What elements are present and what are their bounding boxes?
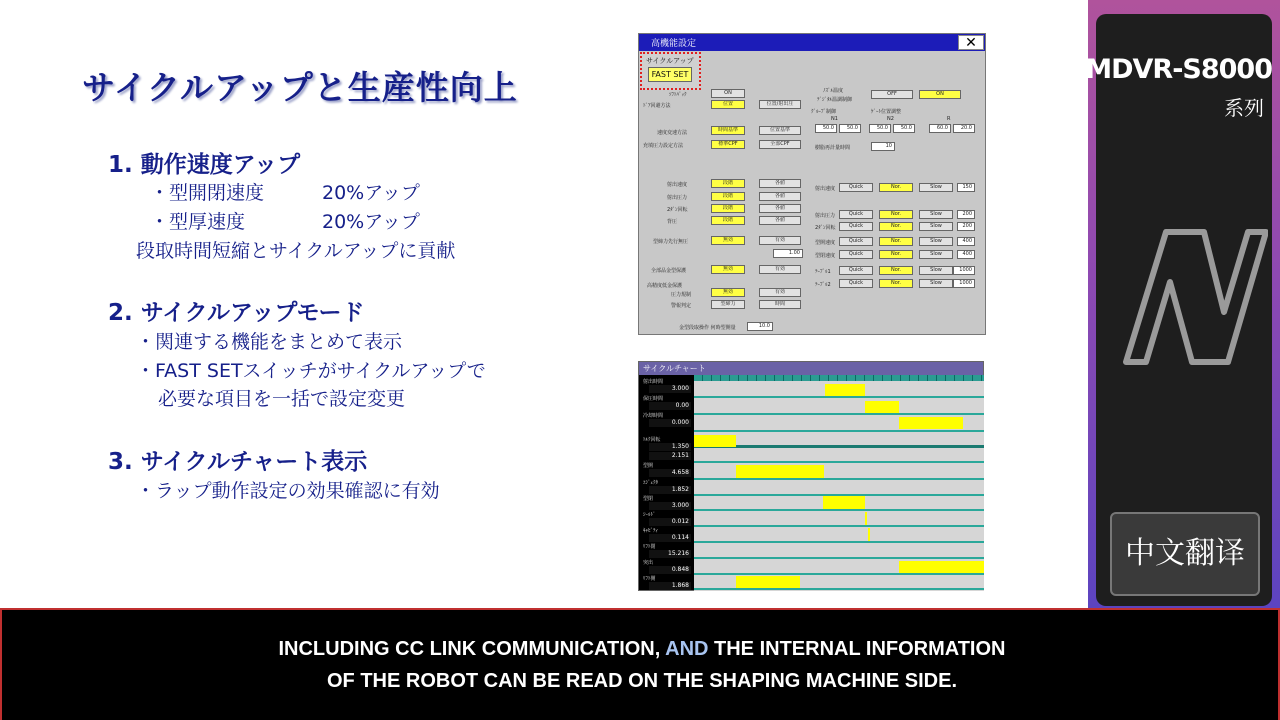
- chart-row-value: 0.848: [649, 566, 691, 574]
- dialog-right-label: ﾉｽﾞﾙ温度: [823, 88, 844, 94]
- dialog-right-label: 型開速度: [815, 240, 836, 246]
- dialog-left-label: ｿﾌﾄﾊﾟｯｸ: [669, 92, 687, 98]
- speed-normal[interactable]: Nor.: [879, 266, 913, 275]
- section-1-heading: 1. 動作速度アップ: [108, 152, 301, 178]
- speed-method-time[interactable]: 時間基準: [711, 126, 745, 135]
- speed-normal[interactable]: Nor.: [879, 279, 913, 288]
- door-method-position-pressure[interactable]: 位置/射出圧: [759, 100, 801, 109]
- fast-set-group-label: サイクルアップ: [646, 57, 694, 65]
- section-3-heading: 3. サイクルチャート表示: [108, 449, 368, 475]
- section-2-item-3: 必要な項目を一括で設定変更: [158, 388, 406, 410]
- chart-row-line: [694, 509, 984, 511]
- speed-normal[interactable]: Nor.: [879, 210, 913, 219]
- chart-bar-lift-open: [736, 576, 800, 588]
- dialog-right-label: 型閉速度: [815, 253, 836, 259]
- chart-row-value: 15.216: [649, 550, 691, 558]
- cycle-chart-grid: [694, 375, 984, 591]
- chart-row-line: [694, 478, 984, 480]
- speed-value[interactable]: 1000: [953, 279, 975, 288]
- slide-title: サイクルアップと生産性向上: [82, 68, 518, 107]
- chart-bar-mold-open: [736, 465, 824, 478]
- chart-row-line: [694, 557, 984, 559]
- group-n1-header: N1: [831, 116, 838, 122]
- section-2-heading: 2. サイクルアップモード: [108, 300, 365, 326]
- cycle-chart-title: サイクルチャート: [643, 364, 706, 373]
- speed-quick[interactable]: Quick: [839, 210, 873, 219]
- fill-pressure-standard[interactable]: 標準CPF: [711, 140, 745, 149]
- section-1-note: 段取時間短縮とサイクルアップに貢献: [136, 240, 456, 262]
- fast-set-button[interactable]: FAST SET: [648, 67, 692, 82]
- group-value-input[interactable]: 20.0: [953, 124, 975, 133]
- chart-bar-hold: [865, 401, 899, 413]
- dialog-right-label: ｸﾞﾙｰﾌﾟ制御: [811, 109, 837, 115]
- subtitle-line-1: [2, 638, 1280, 661]
- dialog-left-label: 警報判定: [671, 303, 692, 309]
- chart-row-label: 突出: [643, 560, 654, 566]
- precede-time-input[interactable]: 1.00: [773, 249, 803, 258]
- cycle-chart-panel: [638, 361, 984, 591]
- speed-slow[interactable]: Slow: [919, 266, 953, 275]
- dialog-left-label: 射出速度: [667, 182, 688, 188]
- dialog-left-label: 型締力先行無圧: [653, 239, 689, 245]
- dialog-right-label: 射出圧力: [815, 213, 836, 219]
- chart-row-value: 0.00: [649, 402, 691, 410]
- dialog-right-label: ﾃｰﾌﾟﾙ1: [815, 269, 831, 275]
- chart-row-line: [694, 445, 984, 448]
- speed-normal[interactable]: Nor.: [879, 183, 913, 192]
- section-1-item-2-value: 20%アップ: [322, 211, 420, 233]
- speed-quick[interactable]: Quick: [839, 266, 873, 275]
- clamp-precede-enabled[interactable]: 有効: [759, 236, 801, 245]
- dialog-left-label: 背圧: [667, 219, 678, 225]
- section-1-item-1-value: 20%アップ: [322, 182, 420, 204]
- chart-row-line: [694, 396, 984, 398]
- nozzle-temp-on[interactable]: ON: [919, 90, 961, 99]
- chart-row-value: 1.868: [649, 582, 691, 590]
- back-pressure-each[interactable]: 各値: [759, 216, 801, 225]
- chart-row-label: 型閉: [643, 496, 654, 502]
- group-value-input[interactable]: 50.0: [839, 124, 861, 133]
- chart-row-label: 保圧時間: [643, 396, 664, 402]
- speed-quick[interactable]: Quick: [839, 237, 873, 246]
- chart-row-label: ｴｼﾞｪｸﾀ: [643, 480, 659, 486]
- speed-value[interactable]: 1000: [953, 266, 975, 275]
- dialog-left-label: 充填圧力設定方法: [643, 143, 684, 149]
- fast-set-group: [640, 52, 701, 90]
- dialog-right-label: ﾃﾞｼﾞﾀﾙ温調制御: [817, 97, 853, 103]
- speed-slow[interactable]: Slow: [919, 210, 953, 219]
- subtitle-highlight-word: AND: [665, 638, 709, 660]
- chart-row-label: ｼｰﾙﾄﾞ: [643, 512, 656, 518]
- dialog-left-label: 高精度低金保護: [647, 283, 683, 289]
- dialog-titlebar: [639, 34, 985, 51]
- chart-row-value: 1.350: [649, 443, 691, 451]
- speed-slow[interactable]: Slow: [919, 250, 953, 259]
- chart-row-value: 3.000: [649, 502, 691, 510]
- chart-bar-cool: [899, 417, 963, 429]
- dialog-left-label: 速度変速方法: [657, 130, 688, 136]
- speed-slow[interactable]: Slow: [919, 237, 953, 246]
- speed-quick[interactable]: Quick: [839, 279, 873, 288]
- speed-value[interactable]: 200: [957, 210, 975, 219]
- chart-row-value: 1.852: [649, 486, 691, 494]
- mold-protect-disabled[interactable]: 無効: [711, 265, 745, 274]
- speed-quick[interactable]: Quick: [839, 250, 873, 259]
- chart-row-label: 冷却時間: [643, 413, 664, 419]
- chart-row-value: 0.114: [649, 534, 691, 542]
- advanced-settings-dialog: [638, 33, 986, 335]
- chart-row-value: 3.000: [649, 385, 691, 393]
- inject-speed-step[interactable]: 段階: [711, 179, 745, 188]
- pressure-limit-enabled[interactable]: 有効: [759, 288, 801, 297]
- inject-pressure-step[interactable]: 段階: [711, 192, 745, 201]
- remeter-time-input[interactable]: 10: [871, 142, 895, 151]
- inject-speed-each[interactable]: 各値: [759, 179, 801, 188]
- speed-value[interactable]: 200: [957, 222, 975, 231]
- back-pressure-step[interactable]: 段階: [711, 216, 745, 225]
- model-name: MDVR-S8000: [1085, 54, 1272, 85]
- chart-row-value: 0.012: [649, 518, 691, 526]
- subtitle-line-1-end: THE INTERNAL INFORMATION: [708, 638, 1006, 660]
- chart-row-line: [694, 573, 984, 575]
- chart-bar-inject: [825, 384, 865, 396]
- chart-row-line: [694, 461, 984, 463]
- speed-normal[interactable]: Nor.: [879, 222, 913, 231]
- chart-row-line: [694, 541, 984, 543]
- cycle-chart-time-scale: [694, 375, 984, 381]
- group-value-input[interactable]: 50.0: [815, 124, 837, 133]
- speed-method-position[interactable]: 位置基準: [759, 126, 801, 135]
- section-2-item-2: ・FAST SETスイッチがサイクルアップで: [136, 360, 486, 382]
- speed-normal[interactable]: Nor.: [879, 237, 913, 246]
- section-1-item-2-label: ・型厚速度: [150, 211, 246, 233]
- rotation-each[interactable]: 各値: [759, 204, 801, 213]
- dialog-right-label: ﾃｰﾌﾟﾙ2: [815, 282, 831, 288]
- inject-pressure-each[interactable]: 各値: [759, 192, 801, 201]
- dialog-title: 高機能設定: [651, 39, 697, 49]
- chart-row-value: 0.000: [649, 419, 691, 427]
- dialog-left-label: 射出圧力: [667, 195, 688, 201]
- fill-pressure-all[interactable]: 全部CPF: [759, 140, 801, 149]
- chart-row-label: ﾘﾌﾄ開: [643, 576, 656, 582]
- dialog-left-label: 金型段取操作 何時型開量: [679, 325, 736, 331]
- speed-slow[interactable]: Slow: [919, 279, 953, 288]
- section-3-item-1: ・ラップ動作設定の効果確認に有効: [136, 480, 440, 502]
- pressure-limit-disabled[interactable]: 無効: [711, 288, 745, 297]
- chart-bar-rotate: [694, 435, 736, 447]
- speed-value[interactable]: 400: [957, 250, 975, 259]
- group-value-input[interactable]: 50.0: [893, 124, 915, 133]
- dialog-right-label: 2ﾀﾞﾝ回転: [815, 225, 836, 231]
- dialog-right-label: 射出速度: [815, 186, 836, 192]
- close-icon[interactable]: ✕: [958, 35, 984, 50]
- dialog-left-label: 圧力規制: [671, 292, 692, 298]
- mold-open-amount-input[interactable]: 10.0: [747, 322, 773, 331]
- speed-quick[interactable]: Quick: [839, 183, 873, 192]
- chart-bar-mold-close: [823, 496, 865, 509]
- clamp-precede-disabled[interactable]: 無効: [711, 236, 745, 245]
- translate-chinese-button[interactable]: 中文翻译: [1110, 512, 1260, 596]
- nozzle-temp-off[interactable]: OFF: [871, 90, 913, 99]
- dialog-left-label: ﾄﾞｱ回避方法: [643, 103, 671, 109]
- chart-row-value: 4.658: [649, 469, 691, 477]
- chart-row-value: 2.151: [649, 452, 691, 460]
- chart-row-label: 型開: [643, 463, 654, 469]
- cycle-chart-titlebar: [639, 362, 983, 375]
- speed-quick[interactable]: Quick: [839, 222, 873, 231]
- chart-bar-shield: [865, 512, 867, 525]
- speed-value[interactable]: 150: [957, 183, 975, 192]
- group-value-input[interactable]: 50.0: [869, 124, 891, 133]
- subtitle-line-2: OF THE ROBOT CAN BE READ ON THE SHAPING MACHINE SIDE.: [326, 670, 958, 692]
- chart-row-label: ﾄﾙｸ回転: [643, 437, 661, 443]
- chart-row-line: [694, 430, 984, 432]
- chart-row-label: ﾘﾌﾄ閉: [643, 544, 656, 550]
- group-value-input[interactable]: 60.0: [929, 124, 951, 133]
- speed-slow[interactable]: Slow: [919, 222, 953, 231]
- speed-slow[interactable]: Slow: [919, 183, 953, 192]
- speed-normal[interactable]: Nor.: [879, 250, 913, 259]
- door-method-position[interactable]: 位置: [711, 100, 745, 109]
- chart-row-line: [694, 525, 984, 527]
- alarm-time[interactable]: 時間: [759, 300, 801, 309]
- section-1-item-1-label: ・型開閉速度: [150, 182, 265, 204]
- dialog-left-label: 全部品金型保護: [651, 268, 687, 274]
- dialog-right-label: ｹﾞｰﾄ位置調整: [871, 109, 902, 115]
- soft-pack-button[interactable]: ON: [711, 89, 745, 98]
- chart-bar-cavity: [868, 528, 870, 541]
- rotation-step[interactable]: 段階: [711, 204, 745, 213]
- chart-row-label: 射出時間: [643, 379, 664, 385]
- subtitle-line-1-start: INCLUDING CC LINK COMMUNICATION,: [278, 638, 666, 660]
- model-series: 系列: [1224, 96, 1264, 120]
- chart-row-label: ｷｬﾋﾞﾃｨ: [643, 528, 659, 534]
- group-r-header: R: [947, 116, 951, 122]
- chart-bar-eject: [899, 561, 984, 573]
- group-n2-header: N2: [887, 116, 894, 122]
- subtitle-bar: [0, 608, 1280, 720]
- dialog-left-label: 2ﾀﾞﾝ回転: [667, 207, 688, 213]
- alarm-clamp-force[interactable]: 型締力: [711, 300, 745, 309]
- speed-value[interactable]: 400: [957, 237, 975, 246]
- chart-row-line: [694, 588, 984, 590]
- brand-logo-icon: [1108, 222, 1268, 372]
- chart-row-line: [694, 413, 984, 415]
- section-2-item-1: ・関連する機能をまとめて表示: [136, 331, 403, 353]
- mold-protect-enabled[interactable]: 有効: [759, 265, 801, 274]
- dialog-right-label: 樹脂再計量時間: [815, 145, 851, 151]
